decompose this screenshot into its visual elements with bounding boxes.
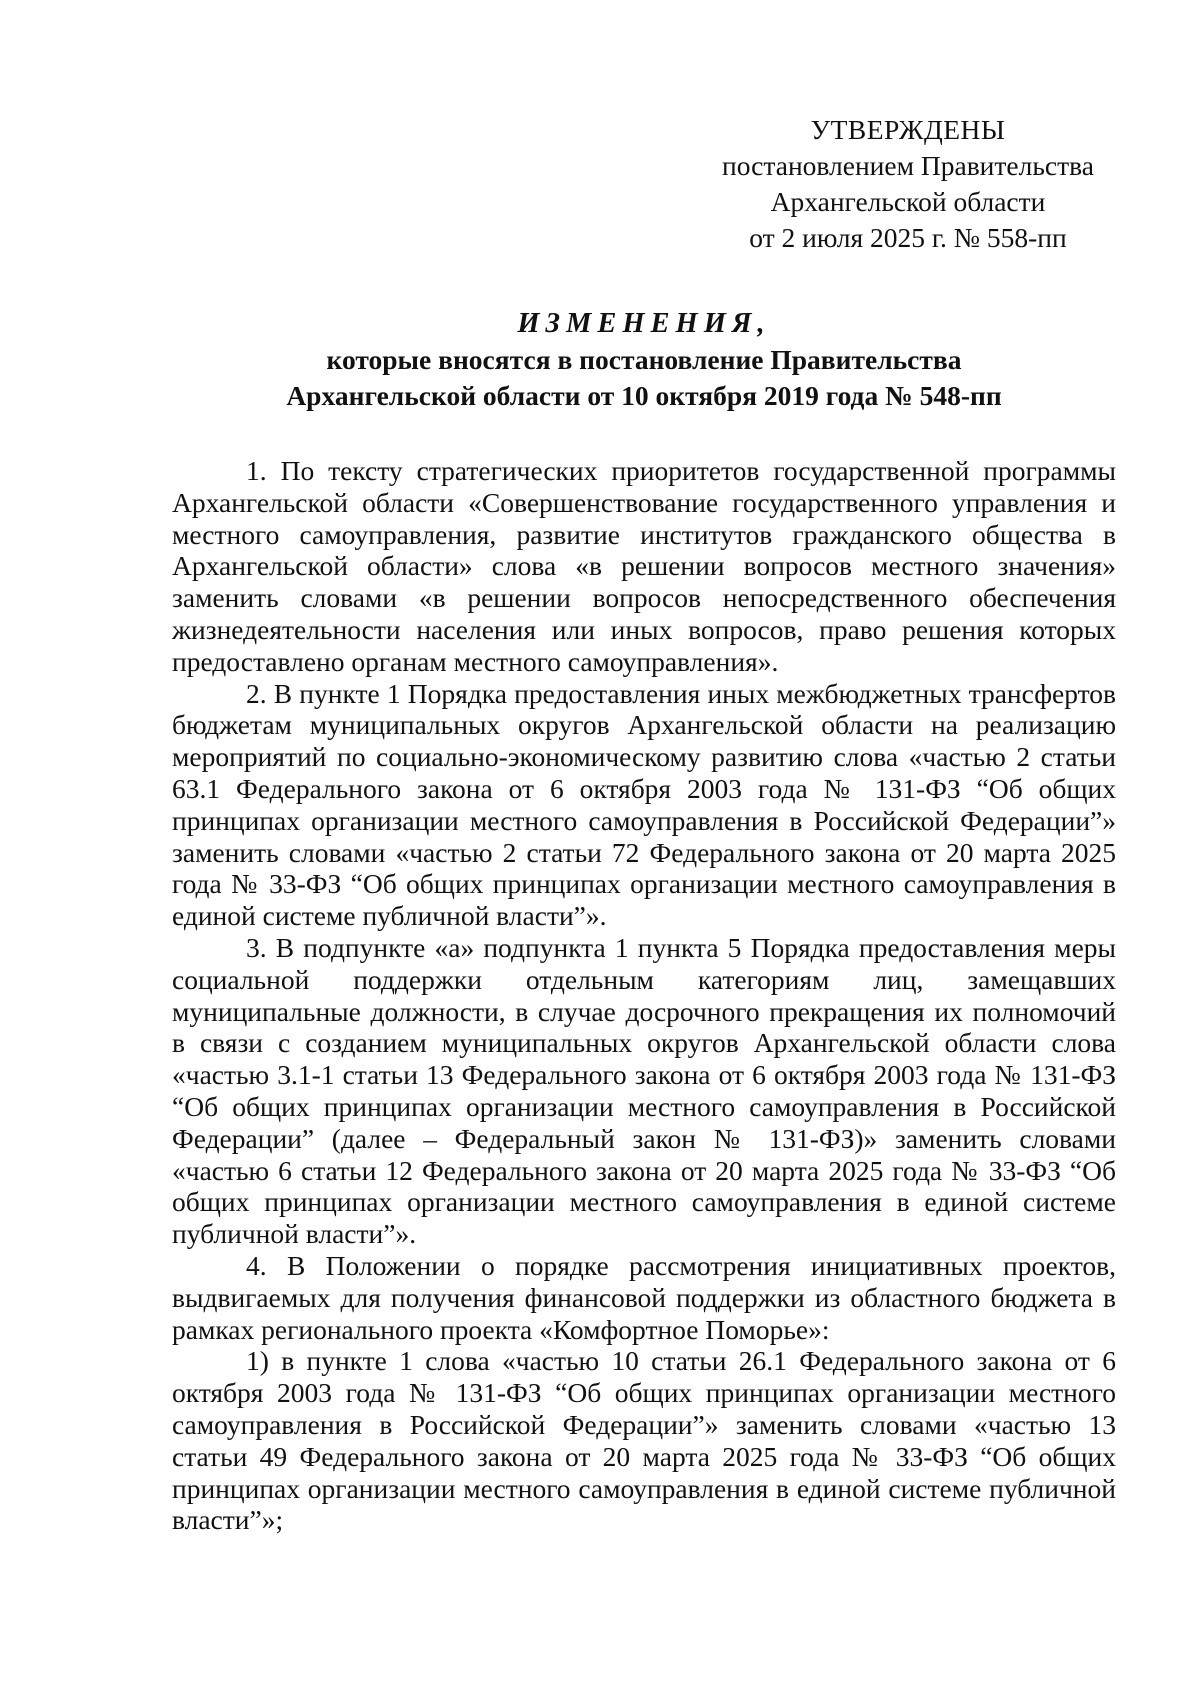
approval-line-1: постановлением Правительства	[722, 150, 1094, 181]
approval-stamp	[698, 112, 1118, 256]
document-body	[172, 455, 1116, 1536]
heading-subtitle-2: Архангельской области от 10 октября 2019 года № 548-пп	[286, 380, 1002, 411]
approval-line-2: Архангельской области	[770, 186, 1046, 217]
approval-line-3: от 2 июля 2025 г. № 558-пп	[749, 222, 1067, 253]
heading-subtitle-1: которые вносятся в постановление Правительства	[326, 344, 962, 375]
paragraph-2: 2. В пункте 1 Порядка предоставления иных межбюджетных трансфертов бюджетам муниципальных округов Архангельской области на реализацию мероприятий по социально-экономическому развитию слова «частью 2 статьи 63.1 Федерального закона от 6 октября 2003 года № 131-ФЗ “Об общих принципах организации местного самоуправления в Российской Федерации”» заменить словами «частью 2 статьи 72 Федерального закона от 20 марта 2025 года № 33-ФЗ “Об общих принципах организации местного самоуправления в единой системе публичной власти”».	[172, 677, 1116, 932]
paragraph-4-subitem-1: 1) в пункте 1 слова «частью 10 статьи 26.1 Федерального закона от 6 октября 2003 года № 131-ФЗ “Об общих принципах организации местного самоуправления в Российской Федерации”» заменить словами «частью 13 статьи 49 Федерального закона от 20 марта 2025 года № 33-ФЗ “Об общих принципах организации местного самоуправления в единой системе публичной власти”»;	[172, 1345, 1116, 1536]
paragraph-1: 1. По тексту стратегических приоритетов государственной программы Архангельской области «Совершенствование государственного управления и местного самоуправления, развитие институтов гражданского общества в Архангельской области» слова «в решении вопросов местного значения» заменить словами «в решении вопросов непосредственного обеспечения жизнедеятельности населения или иных вопросов, право решения которых предоставлено органам местного самоуправления».	[172, 455, 1116, 677]
approval-title: УТВЕРЖДЕНЫ	[810, 114, 1006, 145]
heading-title: ИЗМЕНЕНИЯ,	[517, 308, 771, 339]
paragraph-3: 3. В подпункте «а» подпункта 1 пункта 5 Порядка предоставления меры социальной поддержки отдельным категориям лиц, замещавших муниципальные должности, в случае досрочного прекращения их полномочий в связи с созданием муниципальных округов Архангельской области слова «частью 3.1-1 статьи 13 Федерального закона от 6 октября 2003 года № 131-ФЗ “Об общих принципах организации местного самоуправления в Российской Федерации” (далее – Федеральный закон № 131-ФЗ)» заменить словами «частью 6 статьи 12 Федерального закона от 20 марта 2025 года № 33-ФЗ “Об общих принципах организации местного самоуправления в единой системе публичной власти”».	[172, 931, 1116, 1250]
document-heading	[172, 306, 1116, 414]
paragraph-4: 4. В Положении о порядке рассмотрения инициативных проектов, выдвигаемых для получения финансовой поддержки из областного бюджета в рамках регионального проекта «Комфортное Поморье»:	[172, 1249, 1116, 1345]
